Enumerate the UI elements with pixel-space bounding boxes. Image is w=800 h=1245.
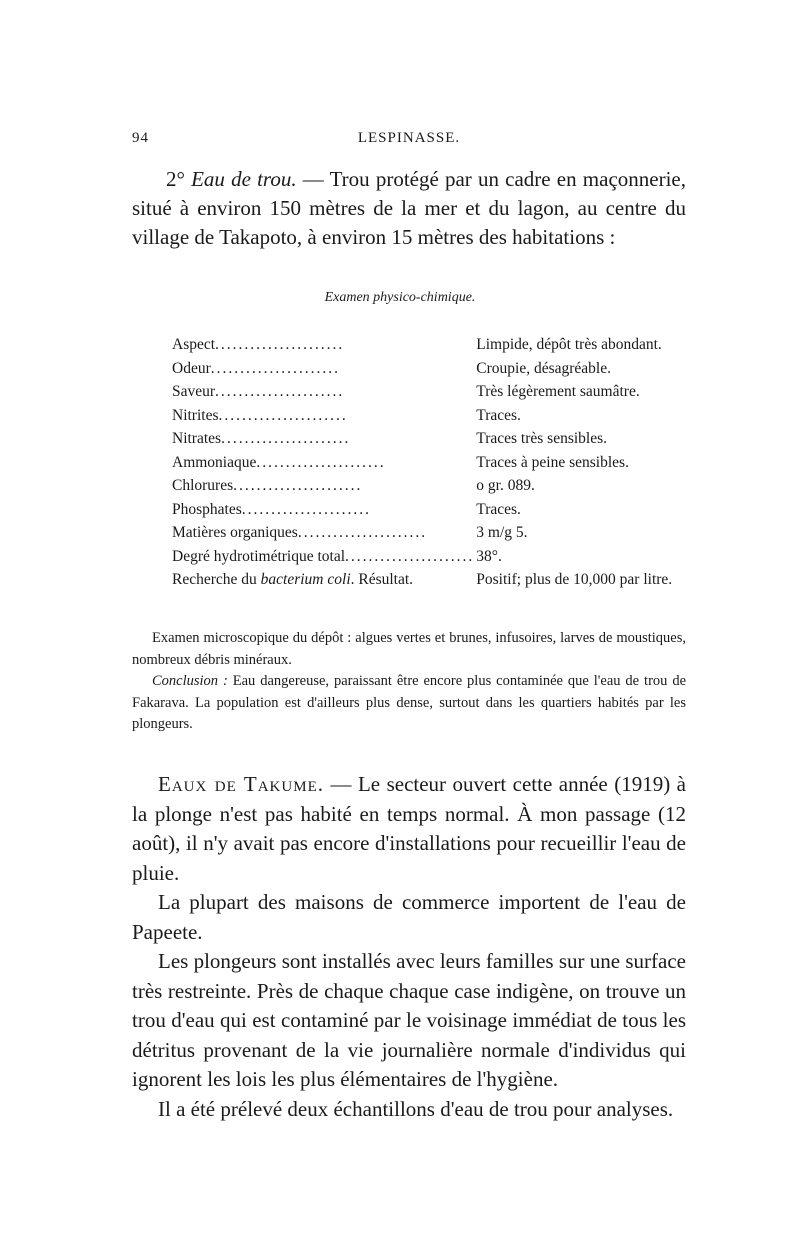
microscope-note: Examen microscopique du dépôt : algues vertes et brunes, infusoires, larves de moustiques, nombreux débris minéraux. [132,630,686,668]
section-eaux-de-takume [132,770,686,1124]
row-value: Positif; plus de 10,000 par litre. [476,571,673,588]
page-header [132,130,686,147]
row-label: Phosphates...................... [172,500,371,518]
row-label: Recherche du bacterium coli. Résultat. [172,571,414,588]
section1-title: Eau de trou. [191,167,297,191]
row-label: Ammoniaque...................... [172,453,386,471]
section-eau-de-trou [132,165,686,252]
row-label: Aspect...................... [172,336,345,353]
row-label: Saveur...................... [172,383,345,400]
section2-paragraph: Les plongeurs sont installés avec leurs familles sur une surface très restreinte. Près de chaque chaque case indigène, on trouve un trou d'eau qui est contaminé par le voisinage immédiat de tous les détritus provenant de la vie journalière normale d'individus qui ignorent les lois les plus élémentaires de l'hygiène. [132,949,686,1091]
exam-heading: Examen physico-chimique. [324,290,476,305]
section1-number: 2° [166,167,185,191]
section1-paragraph [132,165,686,252]
row-value: Traces. [476,500,521,518]
row-value: Très légèrement saumâtre. [476,383,640,400]
row-value: 38°. [476,547,502,565]
row-label: Odeur...................... [172,359,340,377]
section1-text: — Trou protégé par un cadre en maçonnerie, situé à environ 150 mètres de la mer et du lagon, au centre du village de Takapoto, à environ 15 mètres des habitations : [132,167,686,249]
row-value: Croupie, désagréable. [476,359,611,377]
table-row [172,568,692,592]
table-row [172,498,692,522]
table-row [172,545,692,569]
row-value: Limpide, dépôt très abondant. [476,336,662,353]
section2-paragraph: Eaux de Takume. — Le secteur ouvert cette année (1919) à la plonge n'est pas habité en temps normal. À mon passage (12 août), il n'y avait pas encore d'installations pour recueillir l'eau de pluie. [132,772,686,885]
running-head: LESPINASSE. [357,130,461,146]
table-row [172,404,692,428]
table-row [172,427,692,451]
section2-paragraph: La plupart des maisons de commerce importent de l'eau de Papeete. [132,890,686,944]
row-label: Chlorures...................... [172,477,363,494]
conclusion-label: Conclusion : [152,673,228,689]
table-row [172,380,692,404]
row-value: Traces très sensibles. [476,430,608,447]
table-row [172,451,692,475]
row-label: Nitrites...................... [172,406,348,424]
table-row [172,357,692,381]
row-value: o gr. 089. [476,477,535,494]
row-value: 3 m/g 5. [476,524,528,541]
conclusion-text: Eau dangereuse, paraissant être encore plus contaminée que l'eau de trou de Fakarava. La population est d'ailleurs plus dense, surtout dans les quartiers habités par les plongeurs. [132,673,686,732]
row-label: Degré hydrotimétrique total...................... [172,547,475,565]
row-label: Nitrates...................... [172,430,351,447]
row-value: Traces à peine sensibles. [476,453,629,471]
row-label: Matières organiques...................... [172,524,428,541]
table-row [172,474,692,498]
section2-title: Eaux de Takume. [158,772,324,796]
row-value: Traces. [476,406,521,424]
exam-table [172,333,692,592]
page-number: 94 [132,130,149,146]
conclusion-note [132,671,686,736]
table-row [172,521,692,545]
exam-notes [132,628,686,736]
section2-paragraph: Il a été prélevé deux échantillons d'eau de trou pour analyses. [158,1096,674,1121]
table-row [172,333,692,357]
